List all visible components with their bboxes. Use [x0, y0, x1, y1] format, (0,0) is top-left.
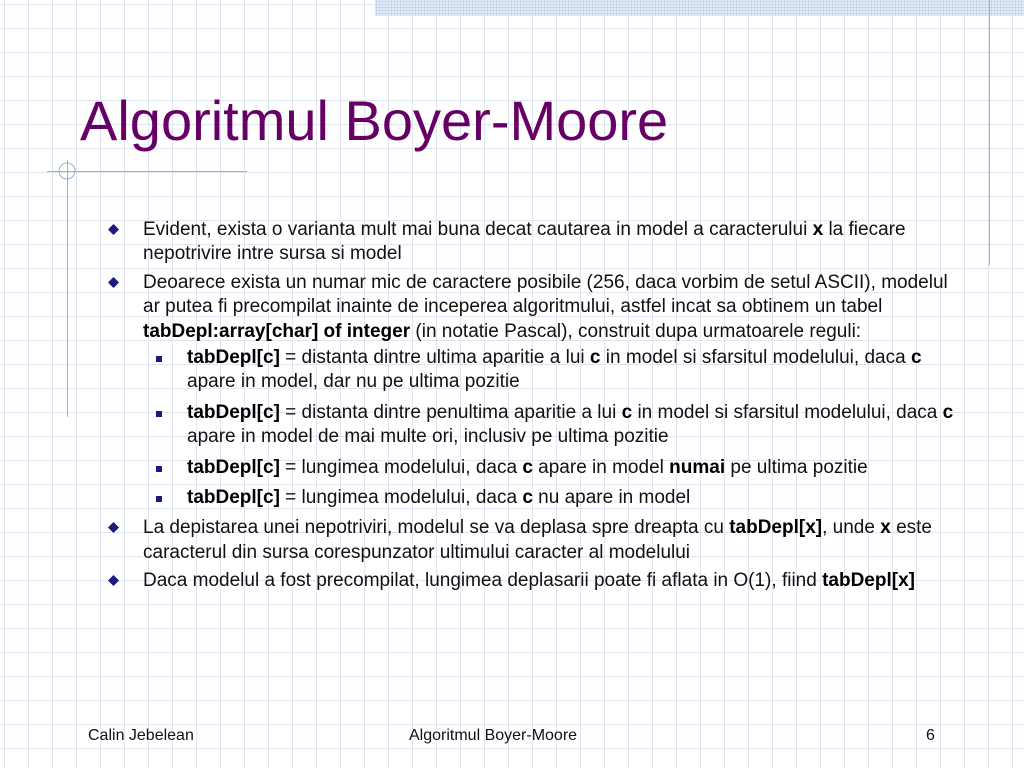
- sub-bullet-item: [143, 456, 965, 480]
- square-bullet-icon: [156, 496, 162, 502]
- decorative-vertical-line-right: [989, 0, 990, 265]
- bold-text-run: c: [522, 456, 533, 478]
- text-run: apare in model: [532, 456, 670, 478]
- text-run: Daca modelul a fost precompilat, lungimea deplasarii poate fi aflata in O(1), fiind: [143, 570, 823, 592]
- sub-bullet-text: [187, 457, 868, 478]
- bullet-text: [143, 517, 932, 562]
- text-run: = lungimea modelului, daca: [279, 456, 523, 478]
- text-run: in model si sfarsitul modelului, daca: [632, 401, 943, 423]
- slide-title: Algoritmul Boyer-Moore: [80, 89, 669, 152]
- diamond-bullet-icon: [108, 224, 119, 235]
- sub-bullet-item: [143, 486, 965, 510]
- bullet-text: [143, 570, 915, 591]
- decorative-header-band: [375, 0, 1024, 16]
- bullet-item: [105, 218, 965, 267]
- bold-text-run: c: [942, 401, 954, 423]
- footer-title: Algoritmul Boyer-Moore: [409, 727, 578, 744]
- text-run: (in notatie Pascal), construit dupa urmatoarele reguli:: [410, 320, 862, 342]
- text-run: la fiecare nepotrivire intre sursa si model: [143, 219, 906, 265]
- bold-text-run: x: [812, 219, 824, 240]
- text-run: Evident, exista o varianta mult mai buna decat cautarea in model a caracterului: [143, 219, 813, 240]
- bullet-list: [105, 218, 965, 598]
- bold-text-run: tabDepl[c]: [187, 401, 280, 423]
- text-run: Deoarece exista un numar mic de caractere posibile (256, daca vorbim de setul ASCII), modelul ar putea fi precompilat inainte de inceperea algoritmului, astfel incat sa obtinem un tabel: [143, 271, 948, 318]
- bold-text-run: c: [522, 487, 533, 509]
- square-bullet-icon: [156, 356, 162, 362]
- footer-page-number: 6: [926, 727, 935, 744]
- bold-text-run: c: [910, 347, 922, 369]
- text-run: = distanta dintre ultima aparitie a lui: [279, 347, 590, 369]
- crosshair-circle-icon: [56, 160, 78, 182]
- bold-text-run: tabDepl[x]: [729, 517, 823, 539]
- footer-author: Calin Jebelean: [88, 727, 194, 744]
- bold-text-run: x: [880, 517, 891, 539]
- diamond-bullet-icon: [108, 277, 119, 288]
- bold-text-run: tabDepl[c]: [187, 456, 280, 478]
- bullet-item: [105, 271, 965, 511]
- bold-text-run: tabDepl[c]: [187, 487, 280, 509]
- bold-text-run: tabDepl[c]: [187, 347, 280, 369]
- text-run: apare in model de mai multe ori, inclusiv pe ultima pozitie: [187, 426, 669, 448]
- sub-bullet-item: [143, 401, 965, 450]
- diamond-bullet-icon: [108, 575, 119, 586]
- bold-text-run: c: [589, 347, 601, 369]
- bold-text-run: numai: [669, 456, 726, 478]
- decorative-vertical-line-left: [67, 160, 68, 417]
- text-run: apare in model, dar nu pe ultima pozitie: [187, 371, 520, 393]
- bullet-text: [143, 219, 906, 264]
- sub-bullet-text: [187, 487, 690, 508]
- bold-text-run: tabDepl:array[char] of integer: [143, 320, 411, 342]
- text-run: = lungimea modelului, daca: [279, 487, 523, 509]
- sub-bullet-text: [187, 347, 922, 392]
- text-run: in model si sfarsitul modelului, daca: [600, 347, 911, 369]
- text-run: nu apare in model: [532, 487, 691, 509]
- bullet-text: [143, 272, 948, 342]
- diamond-bullet-icon: [108, 522, 119, 533]
- text-run: , unde: [822, 517, 881, 539]
- square-bullet-icon: [156, 466, 162, 472]
- square-bullet-icon: [156, 411, 162, 417]
- bold-text-run: tabDepl[x]: [822, 570, 915, 592]
- text-run: pe ultima pozitie: [725, 456, 868, 478]
- sub-bullet-item: [143, 346, 965, 395]
- bullet-item: [105, 516, 965, 565]
- sub-bullet-text: [187, 402, 953, 447]
- bold-text-run: c: [621, 401, 633, 423]
- bullet-item: [105, 569, 965, 593]
- text-run: La depistarea unei nepotriviri, modelul se va deplasa spre dreapta cu: [143, 517, 730, 539]
- sub-bullet-list: [143, 346, 965, 510]
- text-run: = distanta dintre penultima aparitie a lui: [279, 401, 622, 423]
- text-run: este caracterul din sursa corespunzator ultimului caracter al modelului: [143, 517, 932, 563]
